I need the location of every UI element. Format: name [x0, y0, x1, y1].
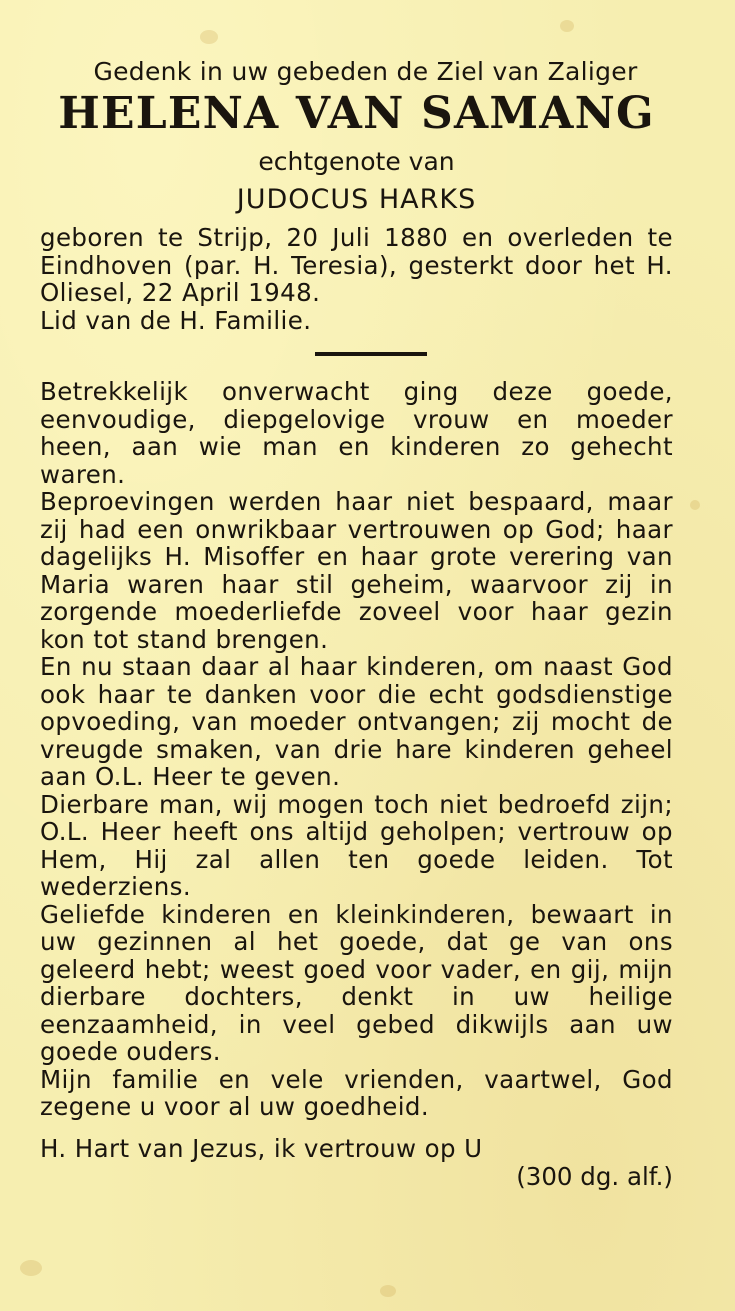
spouse-intro: echtgenote van: [258, 147, 455, 176]
divider-line: [315, 352, 427, 356]
birth-death-details: geboren te Strijp, 20 Juli 1880 en overleden te Eindhoven (par. H. Teresia), gesterkt door het H. Oliesel, 22 April 1948.: [40, 223, 673, 307]
indulgence-note: (300 dg. alf.): [516, 1161, 673, 1191]
paragraph: Mijn familie en vele vrienden, vaartwel, God zegene u voor al uw goedheid.: [40, 1064, 673, 1121]
paragraph: Beproevingen werden haar niet bespaard, maar zij had een onwrikbaar vertrouwen op God; haar dagelijks H. Misoffer en haar grote verering van Maria waren haar stil geheim, waarvoor zij in zorgende moederliefde zoveel voor haar gezin kon tot stand brengen.: [40, 487, 673, 654]
deceased-name: HELENA VAN SAMANG: [58, 88, 655, 139]
spouse-name: JUDOCUS HARKS: [236, 184, 477, 215]
paragraph: Geliefde kinderen en kleinkinderen, bewaart in uw gezinnen al het goede, dat ge van ons geleerd hebt; weest goed voor vader, en gij, mijn dierbare dochters, denkt in uw heilige eenzaamheid, in veel gebed dikwijls aan uw goede ouders.: [40, 899, 673, 1066]
intro-line: Gedenk in uw gebeden de Ziel van Zaliger: [93, 57, 638, 86]
closing-prayer: H. Hart van Jezus, ik vertrouw op U: [40, 1133, 483, 1163]
paragraph: Betrekkelijk onverwacht ging deze goede, eenvoudige, diepgelovige vrouw en moeder heen, aan wie man en kinderen zo gehecht waren.: [40, 377, 673, 489]
membership-line: Lid van de H. Familie.: [40, 305, 312, 335]
memorial-text: [40, 378, 673, 1121]
paragraph: Dierbare man, wij mogen toch niet bedroefd zijn; O.L. Heer heeft ons altijd geholpen; vertrouw op Hem, Hij zal allen ten goede leiden. Tot wederziens.: [40, 789, 673, 901]
paragraph: En nu staan daar al haar kinderen, om naast God ook haar te danken voor die echt godsdienstige opvoeding, van moeder ontvangen; zij mocht de vreugde smaken, van drie hare kinderen geheel aan O.L. Heer te geven.: [40, 652, 673, 791]
